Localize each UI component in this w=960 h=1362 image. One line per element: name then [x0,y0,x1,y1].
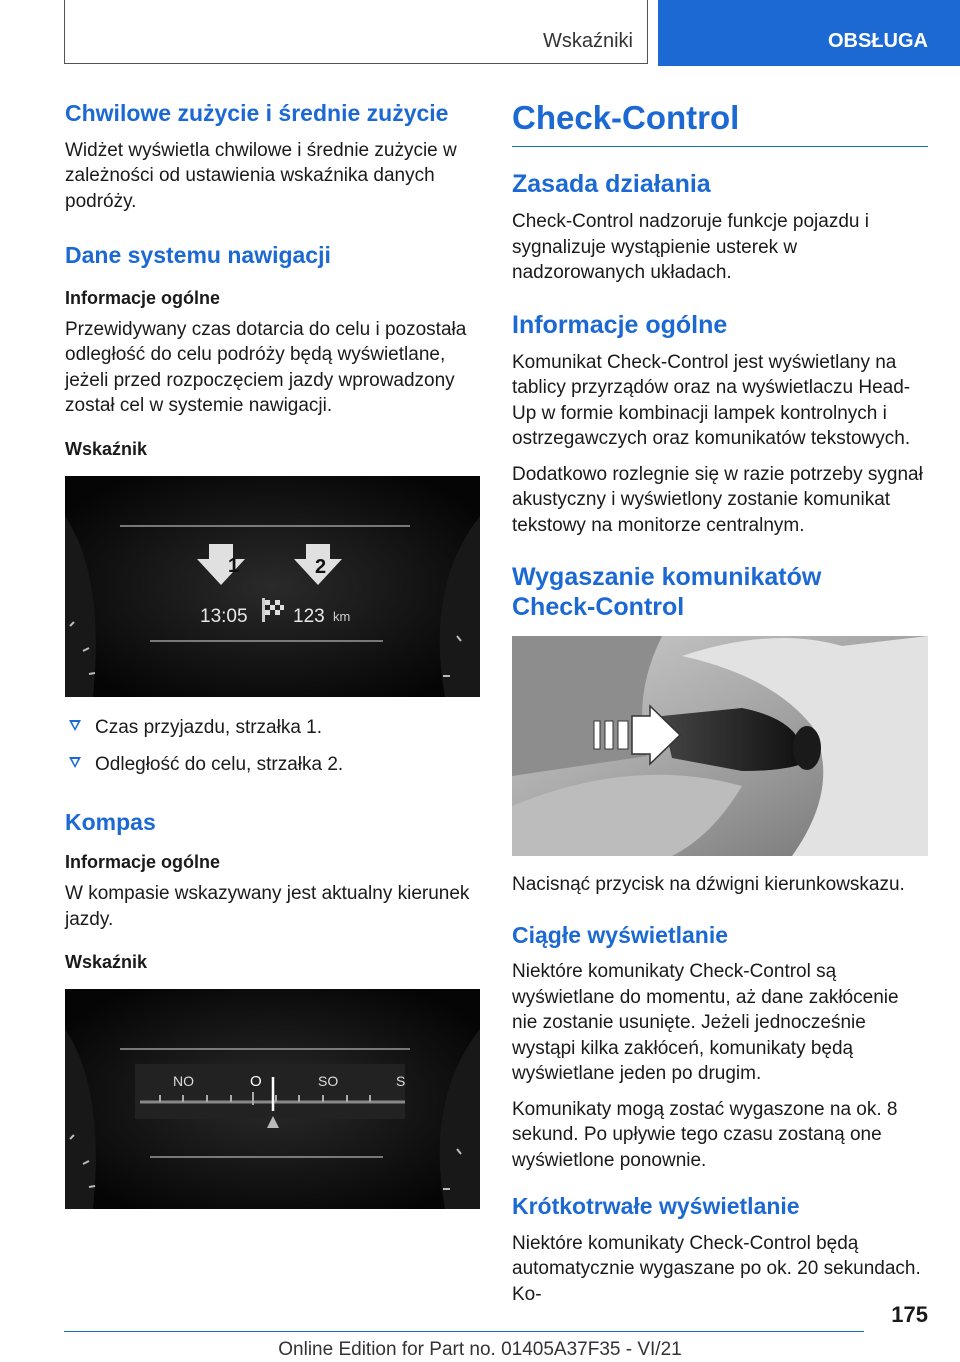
compass-label-so: SO [318,1073,339,1090]
heading-navigation: Dane systemu nawigacji [65,242,331,269]
navigation-display-image [65,476,480,697]
remaining-distance: 123 [293,605,325,627]
para-general-1: Komunikat Check-Control jest wyświetlany na tablicy przyrządów oraz na wyświetlaczu Head-Up w formie kombinacji lampek kontrolnych i ostrzegawczych oraz komunikatów tekstowych. [512,351,911,450]
turn-signal-lever-image [512,636,928,856]
subheading-indicator-2: Wskaźnik [65,952,148,973]
footer-divider [64,1331,864,1332]
para-principle: Check-Control nadzoruje funkcje pojazdu i sygnalizuje wystąpienie usterek w nadzorowanych układach. [512,211,869,284]
heading-general: Informacje ogólne [512,310,728,339]
header-chapter-tab[interactable]: OBSŁUGA [658,0,960,66]
para-continuous-2: Komunikaty mogą zostać wygaszone na ok. 8 sekund. Po upływie tego czasu zostaną one wyświetlone ponownie. [512,1098,898,1171]
subheading-compass-general: Informacje ogólne [65,852,221,873]
bullet-item: Czas przyjazdu, strzałka 1. [65,715,480,740]
arrow-2-label: 2 [315,555,327,578]
heading-consumption: Chwilowe zużycie i średnie zużycie [65,100,449,126]
figure-turn-signal-lever [512,636,928,856]
heading-continuous: Ciągłe wyświetlanie [512,921,729,948]
compass-label-no: NO [173,1073,194,1090]
compass-label-s: S [396,1073,406,1090]
page-number: 175 [891,1302,928,1327]
arrival-time: 13:05 [200,605,248,627]
subheading-nav-general: Informacje ogólne [65,287,221,308]
para-general-2: Dodatkowo rozlegnie się w razie potrzeby sygnał akustyczny i wyświetlony zostanie komunikat tekstowy na monitorze centralnym. [512,463,923,536]
bullet-item: Odległość do celu, strzałka 2. [65,752,480,777]
left-column [65,100,480,1227]
heading-check-control: Check-Control [512,100,928,147]
heading-dismiss: Wygaszanie komunikatów Check-Control [512,563,822,622]
figure-compass-display [65,989,480,1209]
para-continuous-1: Niektóre komunikaty Check-Control są wyświetlane do momentu, aż dane zakłócenie nie zostanie usunięte. Jeżeli jednocześnie wystąpi kilka zakłóceń, komunikaty będą wyświetlane jeden po drugim. [512,961,899,1085]
compass-label-o: O [250,1073,262,1091]
header-section-title: Wskaźniki [542,30,633,52]
para-compass: W kompasie wskazywany jest aktualny kierunek jazdy. [65,883,470,930]
para-dismiss: Nacisnąć przycisk na dźwigni kierunkowskazu. [512,874,905,896]
header-section-box [64,0,648,64]
figure-navigation-display [65,476,480,697]
compass-display-image [65,989,480,1209]
heading-short: Krótkotrwałe wyświetlanie [512,1193,800,1220]
para-consumption: Widżet wyświetla chwilowe i średnie zużycie w zależności od ustawienia wskaźnika danych podróży. [65,139,457,212]
bullet-list-navigation [65,715,480,777]
para-short: Niektóre komunikaty Check-Control będą automatycznie wygaszane po ok. 20 sekundach. Ko- [512,1232,921,1305]
subheading-indicator-1: Wskaźnik [65,438,148,459]
heading-principle: Zasada działania [512,170,711,199]
distance-unit: km [333,608,351,624]
footer-edition: Online Edition for Part no. 01405A37F35 - VI/21 [278,1339,682,1360]
arrow-1-label: 1 [228,554,240,577]
heading-compass: Kompas [65,808,156,835]
right-column [512,100,928,1317]
para-navigation: Przewidywany czas dotarcia do celu i pozostała odległość do celu podróży będą wyświetlane, jeżeli przed rozpoczęciem jazdy wprowadzony został cel w systemie nawigacji. [65,318,467,417]
